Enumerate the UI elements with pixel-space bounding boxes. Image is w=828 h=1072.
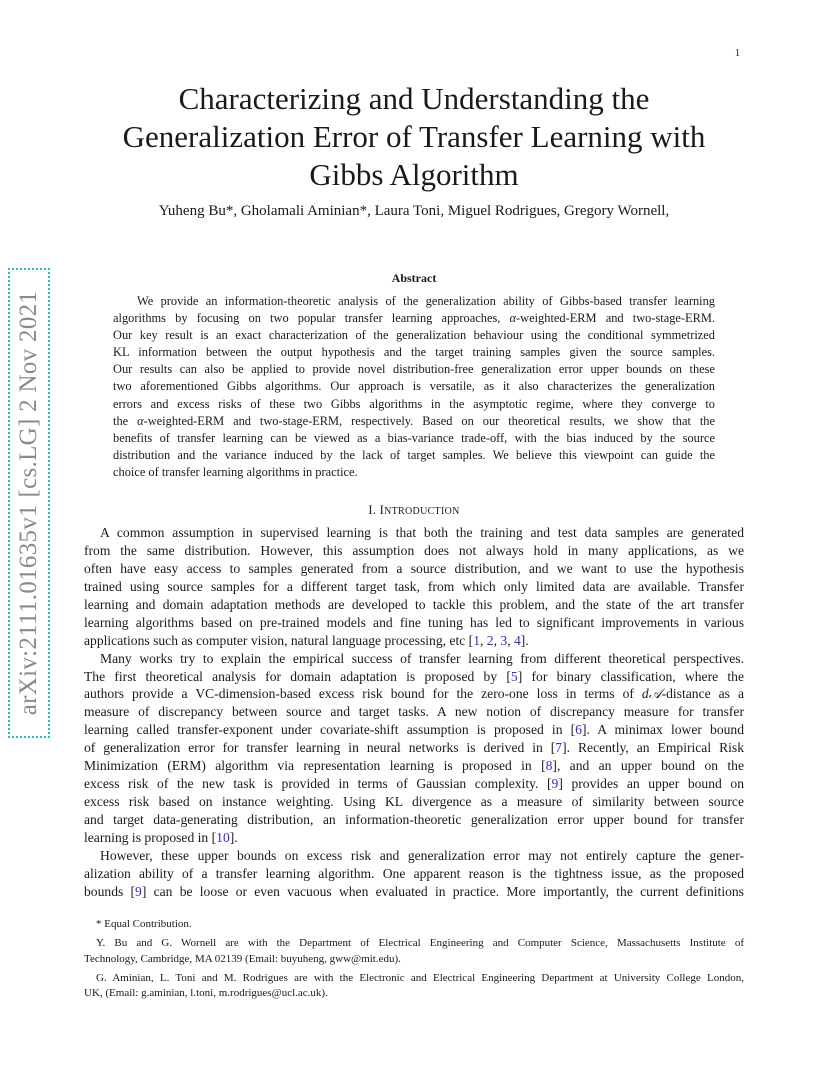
section-title: INTRODUCTION	[379, 503, 460, 517]
math-symbol: d𝒜	[641, 686, 662, 702]
paragraph	[84, 847, 744, 901]
text-line: often have easy access to samples generated from a source distribution, and we want to use the hypothesis	[84, 560, 744, 576]
title-line: Gibbs Algorithm	[309, 157, 519, 192]
citation-link[interactable]: 9	[551, 776, 559, 792]
text-line: applications such as computer vision, natural language processing, etc [1, 2, 3, 4].	[84, 632, 529, 648]
footnote-line: Technology, Cambridge, MA 02139 (Email: buyuheng, gww@mit.edu).	[84, 952, 401, 965]
citation-link[interactable]: 4	[513, 632, 521, 648]
abstract-line: distribution and the variance induced by the lack of target samples. We believe this viewpoint can guide the	[113, 447, 715, 462]
citation-link[interactable]: 6	[575, 722, 582, 738]
abstract-line: choice of transfer learning algorithms in practice.	[113, 464, 358, 479]
abstract-line: the α-weighted-ERM and two-stage-ERM, respectively. Based on our theoretical results, we show that the	[113, 413, 715, 428]
text-line: Many works try to explain the empirical success of transfer learning from different theoretical perspectives.	[100, 650, 744, 666]
text-line: excess risk of the new task is provided in terms of Gaussian complexity. [9] provides an upper bound on	[84, 776, 744, 792]
text-line: measure of discrepancy between source and target tasks. A new notion of discrepancy measure for transfer	[84, 704, 744, 720]
paragraph	[84, 650, 744, 847]
text-line: learning is proposed in [10].	[84, 829, 238, 845]
text-line: The first theoretical analysis for domain adaptation is proposed by [5] for binary classification, where the	[84, 668, 744, 684]
citation-link[interactable]: 5	[510, 668, 518, 684]
footnote-line: * Equal Contribution.	[96, 918, 192, 930]
author-list: Yuheng Bu*, Gholamali Aminian*, Laura Toni, Miguel Rodrigues, Gregory Wornell,	[158, 203, 670, 219]
citation-link[interactable]: 1	[473, 632, 480, 648]
abstract-line: two aforementioned Gibbs algorithms. Our approach is versatile, as it also characterizes the generalization	[113, 379, 715, 394]
text-line: bounds [9] can be loose or even vacuous when evaluated in practice. More importantly, the current definitions	[84, 883, 744, 899]
citation-link[interactable]: 8	[545, 758, 553, 774]
footnote-line: G. Aminian, L. Toni and M. Rodrigues are with the Electronic and Electrical Engineering Department at University College London,	[96, 971, 744, 984]
footnote	[84, 917, 744, 932]
section-number: I.	[368, 503, 377, 517]
abstract-line: We provide an information-theoretic analysis of the generalization ability of Gibbs-based transfer learning	[137, 294, 715, 308]
abstract-body	[113, 293, 715, 481]
abstract-line: errors and excess risks of these two Gibbs algorithms in the asymptotic regime, where they converge to	[113, 396, 715, 411]
abstract-heading: Abstract	[391, 271, 437, 285]
title-line: Generalization Error of Transfer Learning with	[122, 119, 706, 154]
abstract-line: algorithms by focusing on two popular transfer learning approaches, α-weighted-ERM and two-stage-ERM.	[113, 311, 715, 326]
math-symbol: α	[509, 311, 517, 326]
text-line: However, these upper bounds on excess risk and generalization error may not entirely capture the gener-	[100, 847, 744, 863]
title-line: Characterizing and Understanding the	[178, 81, 650, 116]
footnote-line: UK, (Email: g.aminian, l.toni, m.rodrigues@ucl.ac.uk).	[84, 987, 328, 1000]
footnotes	[84, 917, 744, 1001]
citation-link[interactable]: 10	[216, 829, 230, 845]
abstract-line: KL information between the output hypothesis and the target training samples given the source samples.	[113, 345, 715, 360]
footnote	[84, 971, 744, 1002]
page-number: 1	[735, 48, 740, 59]
text-line: and target data-generating distribution, an information-theoretic generalization error upper bound for transfer	[84, 812, 744, 827]
citation-link[interactable]: 9	[135, 883, 142, 899]
paragraph	[84, 524, 744, 650]
text-line: Minimization (ERM) algorithm via representation learning is proposed in [8], and an upper bound on the	[84, 758, 744, 774]
abstract-line: benefits of transfer learning can be viewed as a bias-variance trade-off, with the bias induced by the source	[113, 430, 715, 445]
text-line: trained using source samples for a different target task, from which only limited data are available. Transfer	[84, 578, 744, 594]
text-line: from the same distribution. However, this assumption does not always hold in many applications, as we	[84, 542, 744, 558]
text-line: excess risk based on instance weighting. Using KL divergence as a measure of similarity between source	[84, 794, 744, 810]
text-line: alization ability of a transfer learning algorithm. One apparent reason is the tightness issue, as the proposed	[84, 865, 744, 881]
text-line: authors provide a VC-dimension-based excess risk bound for the zero-one loss in terms of d𝒜-distance as a	[84, 686, 744, 702]
citation-link[interactable]: 3	[500, 632, 508, 648]
abstract-line: Our results can also be applied to provide novel distribution-free generalization error upper bounds on these	[113, 362, 715, 377]
abstract-line: Our key result is an exact characterization of the generalization behaviour using the conditional symmetrized	[113, 328, 715, 343]
section-heading	[0, 503, 828, 518]
text-line: of generalization error for transfer learning in neural networks is derived in [7]. Recently, an Empirical Risk	[84, 740, 744, 756]
math-symbol: α	[137, 413, 144, 428]
text-line: learning and domain adaptation methods are developed to tackle this problem, and the state of the art transfer	[84, 596, 744, 612]
text-line: learning called transfer-exponent under covariate-shift assumption is proposed in [6]. A minimax lower bound	[84, 722, 745, 738]
citation-link[interactable]: 7	[555, 740, 563, 756]
paper-title	[60, 80, 768, 194]
text-line: A common assumption in supervised learning is that both the training and test data samples are generated	[100, 525, 744, 540]
introduction-body	[84, 524, 744, 901]
text-line: learning algorithms based on pre-trained models and fine tuning has led to significant improvements in various	[84, 614, 744, 630]
footnote	[84, 936, 744, 967]
citation-link[interactable]: 2	[486, 632, 494, 648]
arxiv-identifier: arXiv:2111.01635v1 [cs.LG] 2 Nov 2021	[15, 290, 42, 716]
footnote-line: Y. Bu and G. Wornell are with the Department of Electrical Engineering and Computer Science, Massachusetts Institute of	[96, 937, 744, 950]
